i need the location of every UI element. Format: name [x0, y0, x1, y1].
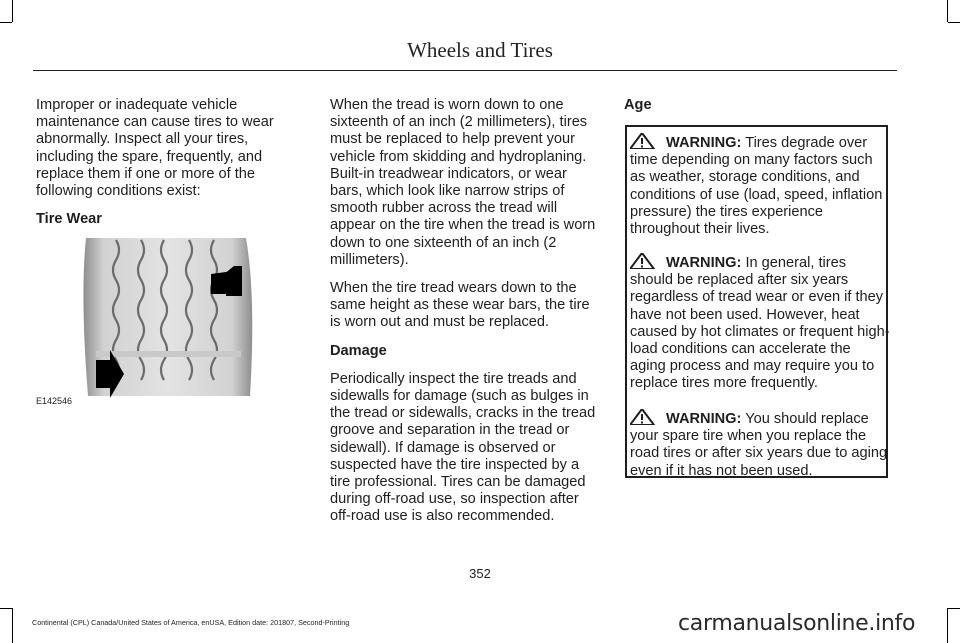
header-divider [33, 70, 897, 71]
figure-code: E142546 [36, 396, 73, 406]
page-number: 352 [469, 566, 491, 581]
warning-3 [630, 409, 890, 480]
crop-mark [12, 608, 13, 643]
damage-paragraph: Periodically inspect the tire treads and sidewalls for damage (such as bulges in the tread or sidewalls, cracks in the tread groove and separation in the tread or sidewall). If damage is observed or suspected have the tire inspected by a tire professional. Tires can be damaged during off-road use, so inspection after off-road use is also recommended. [330, 370, 596, 525]
edition-footer: Continental (CPL) Canada/United States of America, enUSA, Edition date: 201807, Second-Printing [32, 618, 350, 627]
column-left [36, 97, 292, 239]
crop-mark [948, 608, 960, 609]
warning-text: In general, tires should be replaced after six years regardless of tread wear or even if they have not been used. However, heat caused by hot climates or frequent high-load conditions can accelerate the aging process and may require you to replace tires more frequently. [630, 255, 890, 392]
tire-tread-illustration [36, 236, 266, 408]
warning-label: WARNING: [666, 135, 742, 151]
warning-triangle-icon [630, 409, 666, 425]
warning-triangle-icon [630, 133, 666, 149]
crop-mark [947, 608, 948, 643]
wear-bar-paragraph: When the tire tread wears down to the same height as these wear bars, the tire is worn out and must be replaced. [330, 280, 590, 331]
crop-mark [12, 0, 13, 22]
section-heading-tire-wear: Tire Wear [36, 211, 102, 228]
section-heading-age: Age [624, 97, 652, 113]
column-middle [330, 97, 602, 537]
warning-triangle-icon [630, 253, 666, 269]
warning-text: You should replace your spare tire when you replace the road tires or after six years due to aging even if it has not been used. [630, 411, 888, 479]
warning-label: WARNING: [666, 411, 742, 427]
warning-1 [630, 133, 890, 238]
section-heading-damage: Damage [330, 342, 387, 359]
crop-mark [0, 22, 12, 23]
page-title: Wheels and Tires [407, 38, 553, 62]
crop-mark [948, 22, 960, 23]
column-right [624, 97, 890, 125]
warning-2 [630, 253, 890, 393]
crop-mark [0, 608, 12, 609]
site-watermark: carmanualsonline.info [678, 611, 916, 636]
intro-paragraph: Improper or inadequate vehicle maintenance can cause tires to wear abnormally. Inspect all your tires, including the spare, frequently, and replace them if one or more of the following conditions exist: [36, 97, 274, 200]
crop-mark [947, 0, 948, 22]
warning-text: Tires degrade over time depending on many factors such as weather, storage conditions, and conditions of use (load, speed, inflation pressure) the tires experience throughout their lives. [630, 135, 883, 238]
tread-paragraph: When the tread is worn down to one sixteenth of an inch (2 millimeters), tires must be replaced to help prevent your vehicle from skidding and hydroplaning. Built-in treadwear indicators, or wear bars, which look like narrow strips of smooth rubber across the tread will appear on the tire when the tread is worn down to one sixteenth of an inch (2 millimeters). [330, 97, 596, 268]
warning-label: WARNING: [666, 255, 742, 271]
